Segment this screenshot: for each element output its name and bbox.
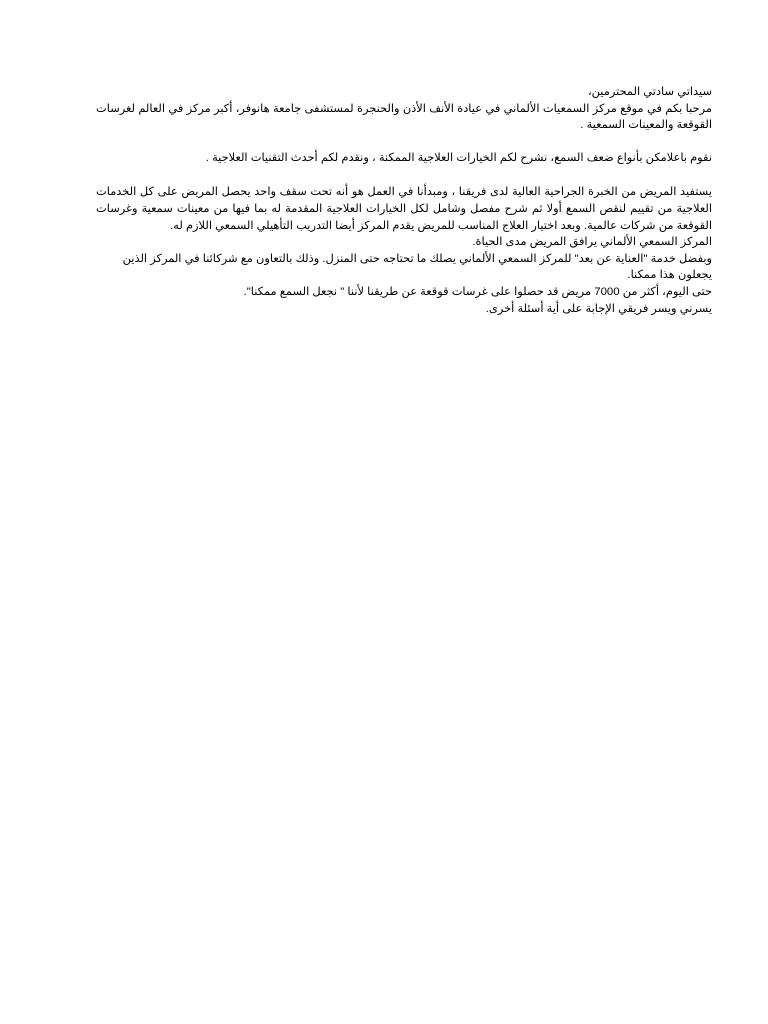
text-line: مرحبا بكم في موقع مركز السمعيات الألماني في عيادة الأنف الأذن والحنجرة لمستشفى جامعة هانوفر، أكبر مركز في العالم لغرسات (96, 102, 712, 115)
greeting-line (96, 84, 712, 101)
services-paragraph (96, 150, 712, 167)
text-line: سيداتي سادتي المحترمين، (587, 86, 712, 98)
text-line: وبفضل خدمة "العناية عن بعد" للمركز السمعي الألماني يصلك ما تحتاجه حتى المنزل. وذلك بالتعاون مع شركائنا في المركز الذين (122, 252, 712, 265)
closing-paragraph (96, 301, 712, 318)
text-line: المركز السمعي الألماني يرافق المريض مدى الحياة. (472, 236, 712, 249)
text-line: يستفيد المريض من الخبرة الجراحية العالية لدى فريقنا ، ومبدأنا في العمل هو أنه تحت سقف واحد يحصل المريض على كل الخدمات (96, 186, 712, 199)
lifetime-paragraph (96, 234, 712, 251)
patients-paragraph (96, 284, 712, 301)
paragraph-spacer (96, 166, 712, 184)
text-line: العلاجية من تقييم لنقص السمع أولا ثم شرح مفصل وشامل لكل الخيارات العلاجية المقدمة له بما فيها من معينات سمعية وغرسات (96, 202, 712, 215)
text-line: حتى اليوم، أكثر من 7000 مريض قد حصلوا على غرسات قوقعة عن طريقنا لأننا " نجعل السمع ممكنا". (243, 285, 712, 298)
aftercare-paragraph (96, 251, 712, 284)
text-line: يجعلون هذا ممكنا. (627, 269, 712, 282)
text-line: القوقعة والمعينات السمعية . (580, 119, 712, 132)
paragraph-spacer (96, 134, 712, 150)
text-line: يسرني ويسر فريقي الإجابة على أية أسئلة أخرى. (485, 302, 712, 315)
document-page (96, 84, 712, 317)
welcome-paragraph (96, 101, 712, 134)
text-line: القوقعة من شركات عالمية. وبعد اختيار العلاج المناسب للمريض يقدم المركز أيضا التدريب التأهيلي السمعي اللازم له. (170, 219, 712, 232)
text-line: نقوم باعلامكن بأنواع ضعف السمع، نشرح لكم الخيارات العلاجية الممكنة ، ونقدم لكم أحدث التقنيات العلاجية . (205, 151, 712, 164)
benefit-paragraph (96, 184, 712, 234)
